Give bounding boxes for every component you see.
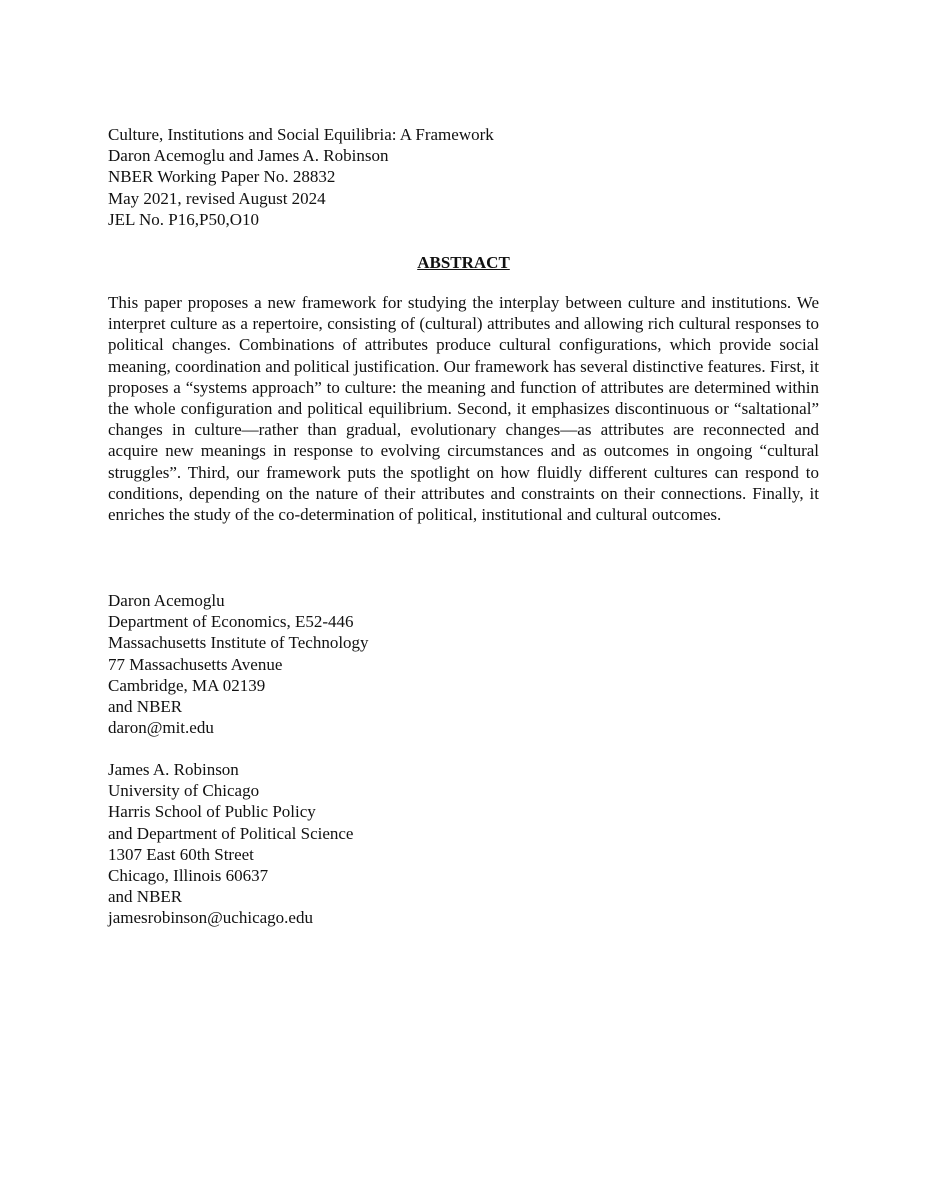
author-address-acemoglu (108, 590, 608, 738)
abstract-text: This paper proposes a new framework for studying the interplay between culture and institutions. We interpret culture as a repertoire, consisting of (cultural) attributes and allowing rich cultural responses to political changes. Combinations of attributes produce cultural configurations, which provide social meaning, coordination and political justification. Our framework has several distinctive features. First, it proposes a “systems approach” to culture: the meaning and function of attributes are determined within the whole configuration and political equilibrium. Second, it emphasizes discontinuous or “saltational” changes in culture—rather than gradual, evolutionary changes—as attributes are reconnected and acquire new meanings in response to evolving circumstances and as outcomes in ongoing “cultural struggles”. Third, our framework puts the spotlight on how fluidly different cultures can respond to conditions, depending on the nature of their attributes and constraints on their connections. Finally, it enriches the study of the co-determination of political, institutional and cultural outcomes. (108, 293, 819, 525)
address-line: Chicago, Illinois 60637 (108, 866, 269, 886)
author-email: daron@mit.edu (108, 718, 214, 738)
address-line: Department of Economics, E52-446 (108, 612, 354, 632)
address-line: 77 Massachusetts Avenue (108, 654, 283, 674)
address-line: and NBER (108, 887, 183, 907)
address-line: and Department of Political Science (108, 823, 354, 843)
paper-series: NBER Working Paper No. 28832 (108, 167, 336, 187)
address-line: University of Chicago (108, 781, 260, 801)
paper-title: Culture, Institutions and Social Equilibria: A Framework (108, 125, 494, 144)
address-line: 1307 East 60th Street (108, 844, 254, 864)
address-line: Harris School of Public Policy (108, 802, 316, 822)
address-line: James A. Robinson (108, 760, 239, 779)
paper-date: May 2021, revised August 2024 (108, 188, 326, 208)
abstract-heading: ABSTRACT (417, 253, 510, 272)
address-line: and NBER (108, 697, 183, 717)
address-line: Cambridge, MA 02139 (108, 675, 266, 695)
paper-header (108, 124, 828, 230)
address-line: Daron Acemoglu (108, 591, 225, 610)
paper-jel-codes: JEL No. P16,P50,O10 (108, 209, 259, 229)
author-email: jamesrobinson@uchicago.edu (108, 908, 313, 928)
paper-authors: Daron Acemoglu and James A. Robinson (108, 146, 389, 166)
address-line: Massachusetts Institute of Technology (108, 633, 369, 653)
author-address-robinson (108, 759, 608, 929)
